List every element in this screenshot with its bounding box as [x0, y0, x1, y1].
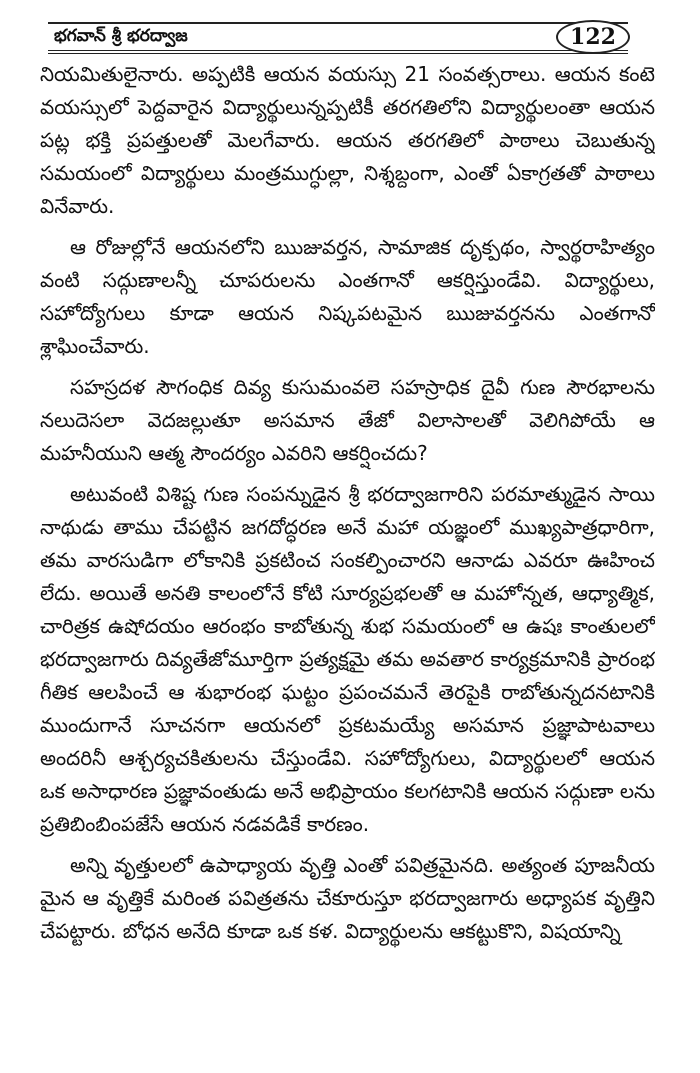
paragraph: సహస్రదళ సౌగంధిక దివ్య కుసుమంవలె సహస్రాధిక దైవీ గుణ సౌరభాలను నలుదెసలా వెదజల్లుతూ అసమాన తేజో విలాసాలతో వెలిగిపోయే ఆ మహనీయుని ఆత్మ సౌందర్యం ఎవరిని ఆకర్షించదు? [40, 375, 655, 465]
paragraph: అటువంటి విశిష్ట గుణ సంపన్నుడైన శ్రీ భరద్వాజగారిని పరమాత్ముడైన సాయి నాథుడు తాము చేపట్టిన జగదోద్ధరణ అనే మహా యజ్ఞంలో ముఖ్యపాత్రధారిగా, తమ వారసుడిగా లోకానికి ప్రకటించ సంకల్పించారని ఆనాడు ఎవరూ ఊహించ లేదు. అయితే అనతి కాలంలోనే కోటి సూర్యప్రభలతో ఆ మహోన్నత, ఆధ్యాత్మిక, చారిత్రక ఉషోదయం ఆరంభం కాబోతున్న శుభ సమయంలో ఆ ఉషః కాంతులలో భరద్వాజగారు దివ్యతేజోమూర్తిగా ప్రత్యక్షమై తమ అవతార కార్యక్రమానికి ప్రారంభ గీతిక ఆలపించే ఆ శుభారంభ ఘట్టం ప్రపంచమనే తెరపైకి రాబోతున్నదనటానికి ముందుగానే సూచనగా ఆయనలో ప్రకటమయ్యే అసమాన ప్రజ్ఞాపాటవాలు అందరినీ ఆశ్చర్యచకితులను చేస్తుండేవి. సహోద్యోగులు, విద్యార్థులలో ఆయన ఒక అసాధారణ ప్రజ్ఞావంతుడు అనే అభిప్రాయం కలగటానికి ఆయన సద్గుణా లను ప్రతిబింబింపజేసే ఆయన నడవడికే కారణం. [40, 482, 655, 836]
page-body [40, 58, 655, 1065]
paragraph: ఆ రోజుల్లోనే ఆయనలోని ఋజువర్తన, సామాజిక దృక్పథం, స్వార్థరాహిత్యం వంటి సద్గుణాలన్నీ చూపరులను ఎంతగానో ఆకర్షిస్తుండేవి. విద్యార్థులు, సహోద్యోగులు కూడా ఆయన నిష్కపటమైన ఋజువర్తనను ఎంతగానో శ్లాఘించేవారు. [40, 235, 655, 358]
book-title: భగవాన్ శ్రీ భరద్వాజ [54, 26, 188, 46]
page-number: 122 [570, 24, 616, 50]
paragraph: నియమితులైనారు. అప్పటికి ఆయన వయస్సు 21 సంవత్సరాలు. ఆయన కంటె వయస్సులో పెద్దవారైన విద్యార్థులున్నప్పటికీ తరగతిలోని విద్యార్థులంతా ఆయన పట్ల భక్తి ప్రపత్తులతో మెలగేవారు. ఆయన తరగతిలో పాఠాలు చెబుతున్న సమయంలో విద్యార్థులు మంత్రముగ్ధుల్లా, నిశ్శబ్దంగా, ఎంతో ఏకాగ్రతతో పాఠాలు వినేవారు. [40, 62, 655, 218]
paragraph: అన్ని వృత్తులలో ఉపాధ్యాయ వృత్తి ఎంతో పవిత్రమైనది. అత్యంత పూజనీయ మైన ఆ వృత్తికే మరింత పవిత్రతను చేకూరుస్తూ భరద్వాజగారు అధ్యాపక వృత్తిని చేపట్టారు. బోధన అనేది కూడా ఒక కళ. విద్యార్థులను ఆకట్టుకొని, విషయాన్ని [40, 853, 655, 943]
running-header [48, 22, 628, 54]
page-number-badge [556, 20, 630, 54]
